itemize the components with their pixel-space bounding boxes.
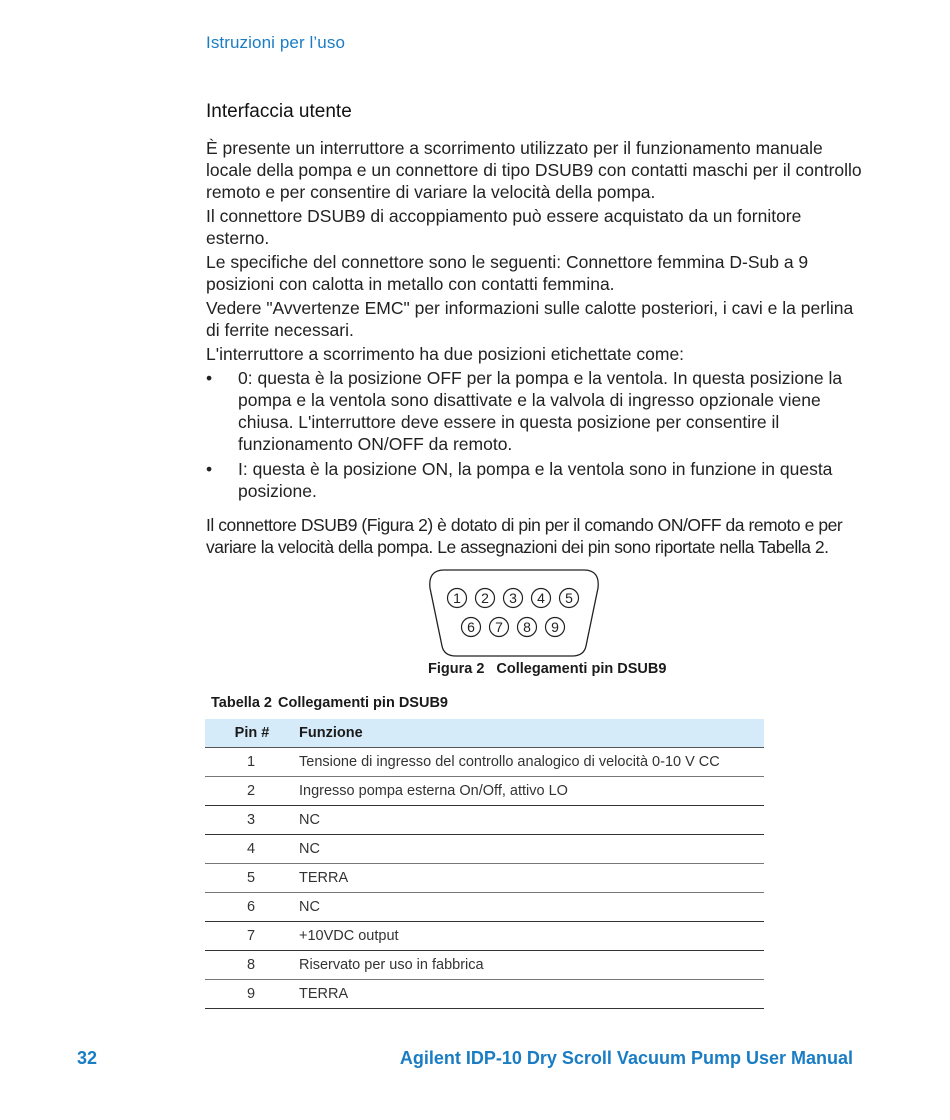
pin-number: 6 [205,893,299,922]
pin-number: 7 [205,922,299,951]
table-row [205,806,764,835]
pin-function: Riservato per uso in fabbrica [299,951,764,980]
page-number: 32 [77,1048,98,1068]
figure-title: Collegamenti pin DSUB9 [496,661,667,677]
pin-function: +10VDC output [299,922,764,951]
table-row [205,864,764,893]
paragraph: Il connettore DSUB9 (Figura 2) è dotato di pin per il comando ON/OFF da remoto e per variare la velocità della pompa. Le assegnazioni dei pin sono riportate nella Tabella 2. [206,515,843,557]
table-row [205,777,764,806]
figure-caption [428,661,666,677]
paragraph: Le specifiche del connettore sono le seguenti: Connettore femmina D-Sub a 9 posizioni con calotta in metallo con contatti femmina. [206,252,809,294]
pin-function: NC [299,806,764,835]
pin-number: 5 [205,864,299,893]
connector-pin-label: 7 [495,619,503,635]
connector-pin-label: 1 [453,590,461,606]
paragraph: Il connettore DSUB9 di accoppiamento può essere acquistato da un fornitore esterno. [206,206,802,248]
bullet-icon: • [206,368,213,388]
table-number: Tabella 2 [211,695,272,711]
pin-function: NC [299,893,764,922]
pin-number: 9 [205,980,299,1009]
connector-outline [430,570,598,656]
bullet-icon: • [206,459,213,479]
table-row [205,951,764,980]
table-caption [211,695,448,711]
dsub9-connector-diagram [426,566,602,658]
pin-function: Ingresso pompa esterna On/Off, attivo LO [299,777,764,806]
bullet-item [206,458,862,502]
table-title: Collegamenti pin DSUB9 [277,695,448,711]
table-row [205,748,764,777]
connector-pin-label: 5 [565,590,573,606]
running-header: Istruzioni per l’uso [206,33,346,52]
manual-title: Agilent IDP-10 Dry Scroll Vacuum Pump User Manual [399,1048,853,1068]
connector-pin-label: 8 [523,619,531,635]
pin-number: 1 [205,748,299,777]
table-header-row [205,719,764,748]
connector-pin-label: 2 [481,590,489,606]
pin-number: 4 [205,835,299,864]
pin-function: Tensione di ingresso del controllo analogico di velocità 0-10 V CC [299,748,764,777]
section-title: Interfaccia utente [206,101,352,122]
table-row [205,893,764,922]
header-function: Funzione [299,719,764,748]
pin-number: 3 [205,806,299,835]
connector-pin-label: 4 [537,590,545,606]
connector-pin-label: 3 [509,590,517,606]
figure-number: Figura 2 [428,661,485,677]
pin-function: TERRA [299,864,764,893]
bullet-item [206,367,862,455]
body-text [206,137,862,560]
pin-function: TERRA [299,980,764,1009]
bullet-list [206,367,862,502]
table-row [205,922,764,951]
pin-function: NC [299,835,764,864]
table-row [205,980,764,1009]
paragraph: È presente un interruttore a scorrimento utilizzato per il funzionamento manuale locale della pompa e un connettore di tipo DSUB9 con contatti maschi per il controllo remoto e per consentire di variare la velocità della pompa. [206,138,862,202]
connector-pin-label: 9 [551,619,559,635]
table-row [205,835,764,864]
connector-pin-label: 6 [467,619,475,635]
paragraph: Vedere "Avvertenze EMC" per informazioni sulle calotte posteriori, i cavi e la perlina di ferrite necessari. [206,298,854,340]
bullet-text: 0: questa è la posizione OFF per la pompa e la ventola. In questa posizione la pompa e la ventola sono disattivate e la valvola di ingresso opzionale viene chiusa. L'interruttore deve essere in questa posizione per consentire il funzionamento ON/OFF da remoto. [238,368,843,454]
header-pin: Pin # [205,719,299,748]
paragraph: L'interruttore a scorrimento ha due posizioni etichettate come: [206,344,685,364]
pin-number: 8 [205,951,299,980]
pin-table [205,719,764,1009]
pin-number: 2 [205,777,299,806]
bullet-text: I: questa è la posizione ON, la pompa e la ventola sono in funzione in questa posizione. [238,459,833,501]
